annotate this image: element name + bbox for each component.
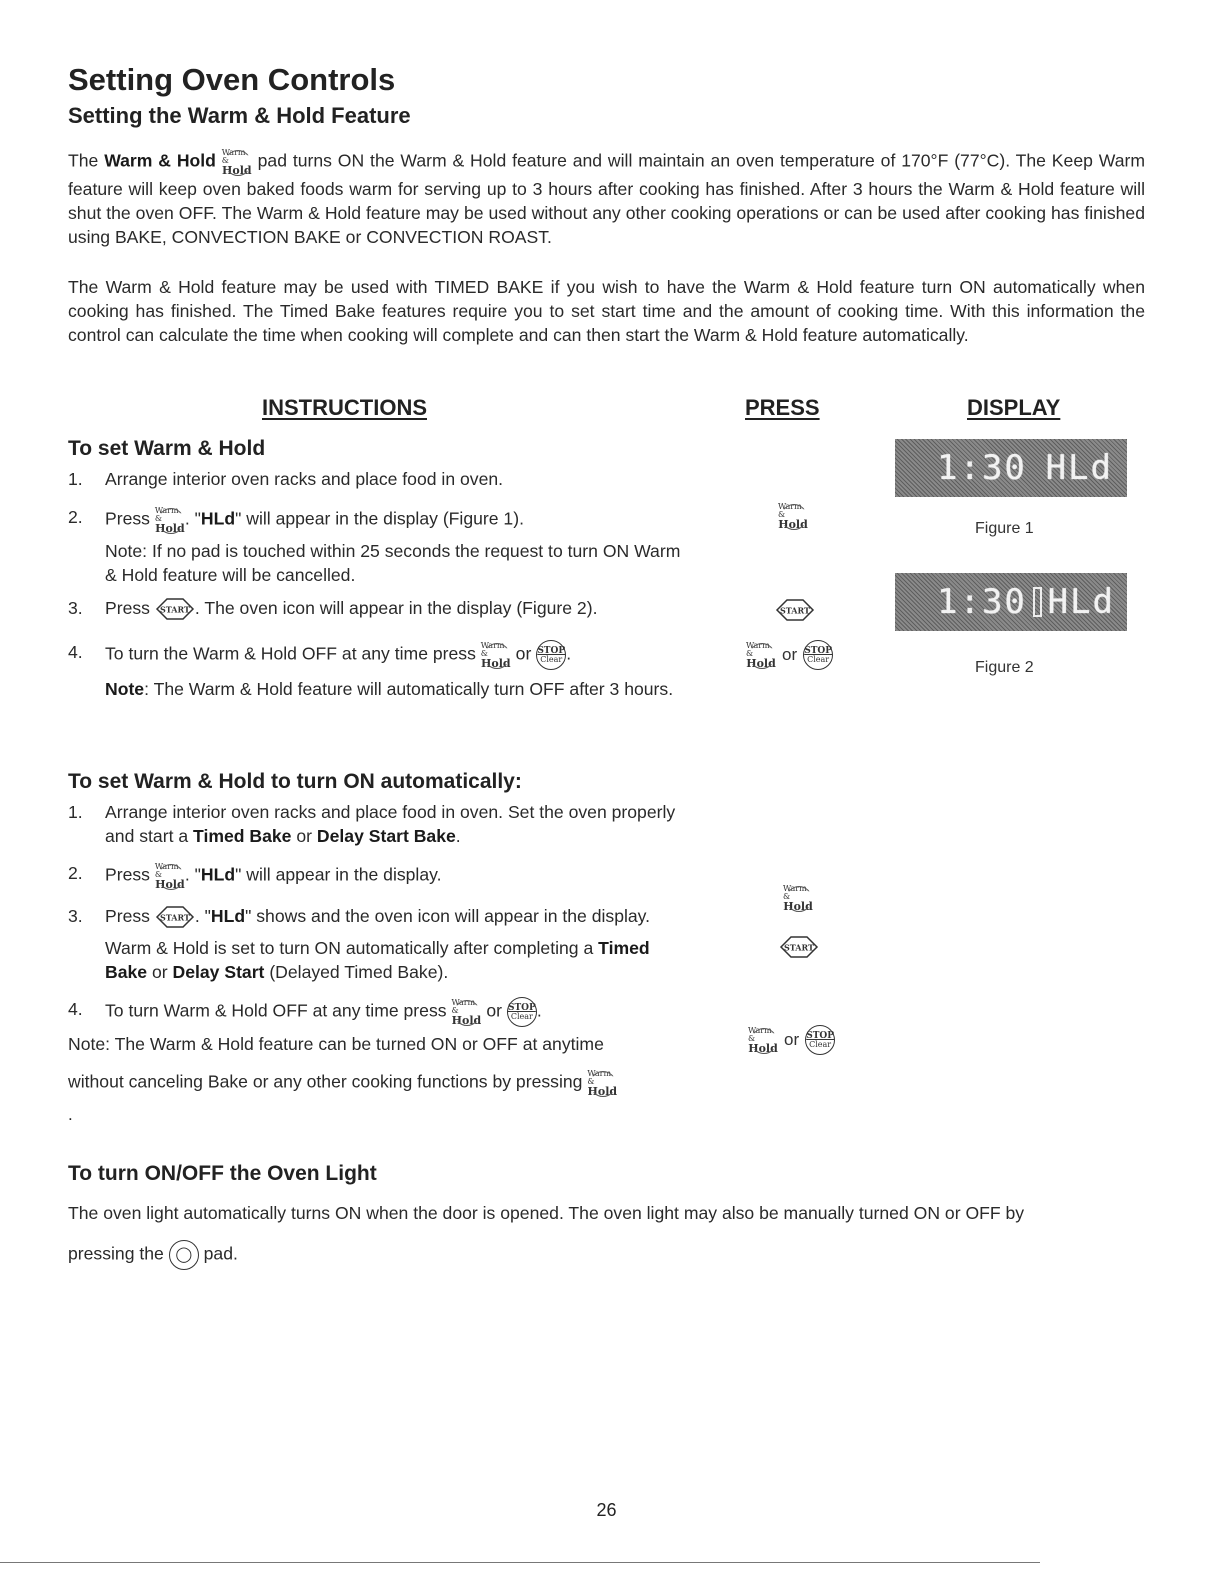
start-pad-icon: [779, 935, 819, 959]
step-2-note: Note: If no pad is touched within 25 seconds the request to turn ON Warm & Hold feature will be cancelled.: [105, 541, 681, 585]
step-number: 4.: [68, 642, 83, 662]
oven-icon: [1033, 587, 1042, 617]
step-text: Press START . "HLd" shows and the oven icon will appear in the display.: [105, 904, 693, 929]
set-warm-hold-heading: To set Warm & Hold: [68, 437, 266, 460]
figure-2-caption: Figure 2: [975, 659, 1034, 676]
step-text: Arrange interior oven racks and place food in oven.: [105, 469, 504, 489]
warm-hold-pad-icon: Warm & Hold: [154, 861, 185, 891]
warm-hold-pad-icon: Warm & Hold: [778, 501, 808, 531]
warm-hold-pad-icon: Warm & Hold: [783, 883, 813, 913]
step-number: 2.: [68, 507, 83, 527]
step-4: [68, 640, 693, 670]
start-pad-icon: [775, 598, 815, 622]
warm-hold-pad-icon: Warm & Hold: [746, 640, 776, 670]
stop-clear-pad-icon: STOP Clear: [805, 1025, 835, 1055]
stray-period: .: [68, 1105, 73, 1124]
page-title: Setting Oven Controls: [68, 62, 396, 97]
step-3: [68, 596, 693, 621]
bottom-rule: [0, 1562, 1040, 1563]
oven-light-line-2: pressing the ◯ pad.: [68, 1240, 668, 1270]
warm-hold-pad-icon: Warm & Hold: [748, 1025, 778, 1055]
svg-text:START: START: [780, 605, 810, 616]
warm-hold-pad-icon: Warm & Hold: [451, 997, 482, 1027]
press-warm-or-stop-2: [748, 1025, 835, 1055]
step-number: 3.: [68, 598, 83, 618]
display-heading: DISPLAY: [967, 395, 1061, 420]
step-number: 1.: [68, 469, 83, 489]
step-1: [68, 467, 693, 491]
svg-text:START: START: [159, 604, 190, 615]
auto-step-2: [68, 861, 693, 891]
or-text: or: [784, 1030, 800, 1049]
press-start-2: [779, 935, 819, 959]
auto-note-line-1: Note: The Warm & Hold feature can be turned ON or OFF at anytime: [68, 1034, 604, 1054]
oven-light-heading: To turn ON/OFF the Oven Light: [68, 1162, 377, 1185]
intro-prefix: The: [68, 150, 99, 171]
intro-paragraph-2: The Warm & Hold feature may be used with TIMED BAKE if you wish to have the Warm & Hold feature turn ON automatically when cooking has finished. The Timed Bake features require you to set start time and the amount of cooking time. With this information the control can calculate the time when cooking will complete and can then start the Warm & Hold feature automatically.: [68, 277, 1145, 345]
step-4-note: Note: The Warm & Hold feature will automatically turn OFF after 3 hours.: [105, 679, 674, 699]
warm-hold-pad-icon: Warm & Hold: [221, 147, 252, 177]
step-text: To turn Warm & Hold OFF at any time press Warm & Hold or STOP Clear .: [105, 997, 542, 1027]
display-time: 1:30: [937, 582, 1027, 622]
display-figure-1: [895, 439, 1127, 497]
display-figure-2: [895, 573, 1127, 631]
step-text: Arrange interior oven racks and place food in oven. Set the oven properly and start a Timed Bake or Delay Start Bake.: [105, 802, 676, 846]
step-text: Press Warm & Hold . "HLd" will appear in the display.: [105, 861, 442, 891]
step-2: [68, 505, 693, 535]
intro-bold-warm-hold: Warm & Hold: [104, 150, 216, 171]
auto-note-line-2: without canceling Bake or any other cooking functions by pressing Warm & Hold: [68, 1068, 618, 1098]
auto-step-3-note: Warm & Hold is set to turn ON automatically after completing a Timed Bake or Delay Start (Delayed Timed Bake).: [105, 938, 650, 982]
svg-text:START: START: [159, 912, 190, 923]
step-text: Press Warm & Hold . "HLd" will appear in the display (Figure 1).: [105, 505, 524, 535]
start-pad-icon: [155, 597, 195, 621]
press-heading: PRESS: [745, 395, 820, 420]
step-text: To turn the Warm & Hold OFF at any time press Warm & Hold or STOP Clear .: [105, 640, 572, 670]
light-bulb-icon: ◯: [169, 1240, 199, 1270]
auto-on-heading: To set Warm & Hold to turn ON automatically:: [68, 770, 522, 793]
auto-step-4: [68, 997, 693, 1027]
svg-text:START: START: [784, 942, 814, 953]
display-time: 1:30: [937, 448, 1027, 488]
step-number: 3.: [68, 906, 83, 926]
step-text: Press START . The oven icon will appear in the display (Figure 2).: [105, 596, 693, 621]
step-number: 4.: [68, 999, 83, 1019]
step-number: 1.: [68, 802, 83, 822]
oven-light-line-1: The oven light automatically turns ON when the door is opened. The oven light may also be manually turned ON or OFF by: [68, 1203, 1025, 1223]
start-pad-icon: [155, 905, 195, 929]
step-number: 2.: [68, 863, 83, 883]
warm-hold-pad-icon: Warm & Hold: [480, 640, 511, 670]
stop-clear-pad-icon: STOP Clear: [507, 997, 537, 1027]
stop-clear-pad-icon: STOP Clear: [803, 640, 833, 670]
press-warm-hold-1: [778, 501, 808, 531]
auto-step-3: [68, 904, 693, 929]
warm-hold-pad-icon: Warm & Hold: [587, 1068, 618, 1098]
press-start-1: [775, 598, 815, 622]
press-warm-hold-2: [783, 883, 813, 913]
intro-paragraph-1: [68, 147, 1145, 249]
or-text: or: [782, 645, 798, 664]
section-title: Setting the Warm & Hold Feature: [68, 103, 411, 128]
warm-hold-pad-icon: Warm & Hold: [154, 505, 185, 535]
display-code: HLd: [1047, 582, 1115, 622]
intro-rest: pad turns ON the Warm & Hold feature and will maintain an oven temperature of 170°F (77°C). The Keep Warm feature will keep oven baked foods warm for serving up to 3 hours after cooking has finished. After 3 hours the Warm & Hold feature will shut the oven OFF. The Warm & Hold feature may be used without any other cooking operations or can be used after cooking has finished using BAKE, CONVECTION BAKE or CONVECTION ROAST.: [68, 150, 1146, 247]
auto-step-1: [68, 800, 693, 848]
figure-1-caption: Figure 1: [975, 520, 1034, 537]
instructions-heading: INSTRUCTIONS: [262, 395, 427, 420]
stop-clear-pad-icon: STOP Clear: [536, 640, 566, 670]
press-warm-or-stop-1: [746, 640, 833, 670]
display-code: HLd: [1045, 448, 1113, 488]
page-number: 26: [596, 1500, 617, 1520]
